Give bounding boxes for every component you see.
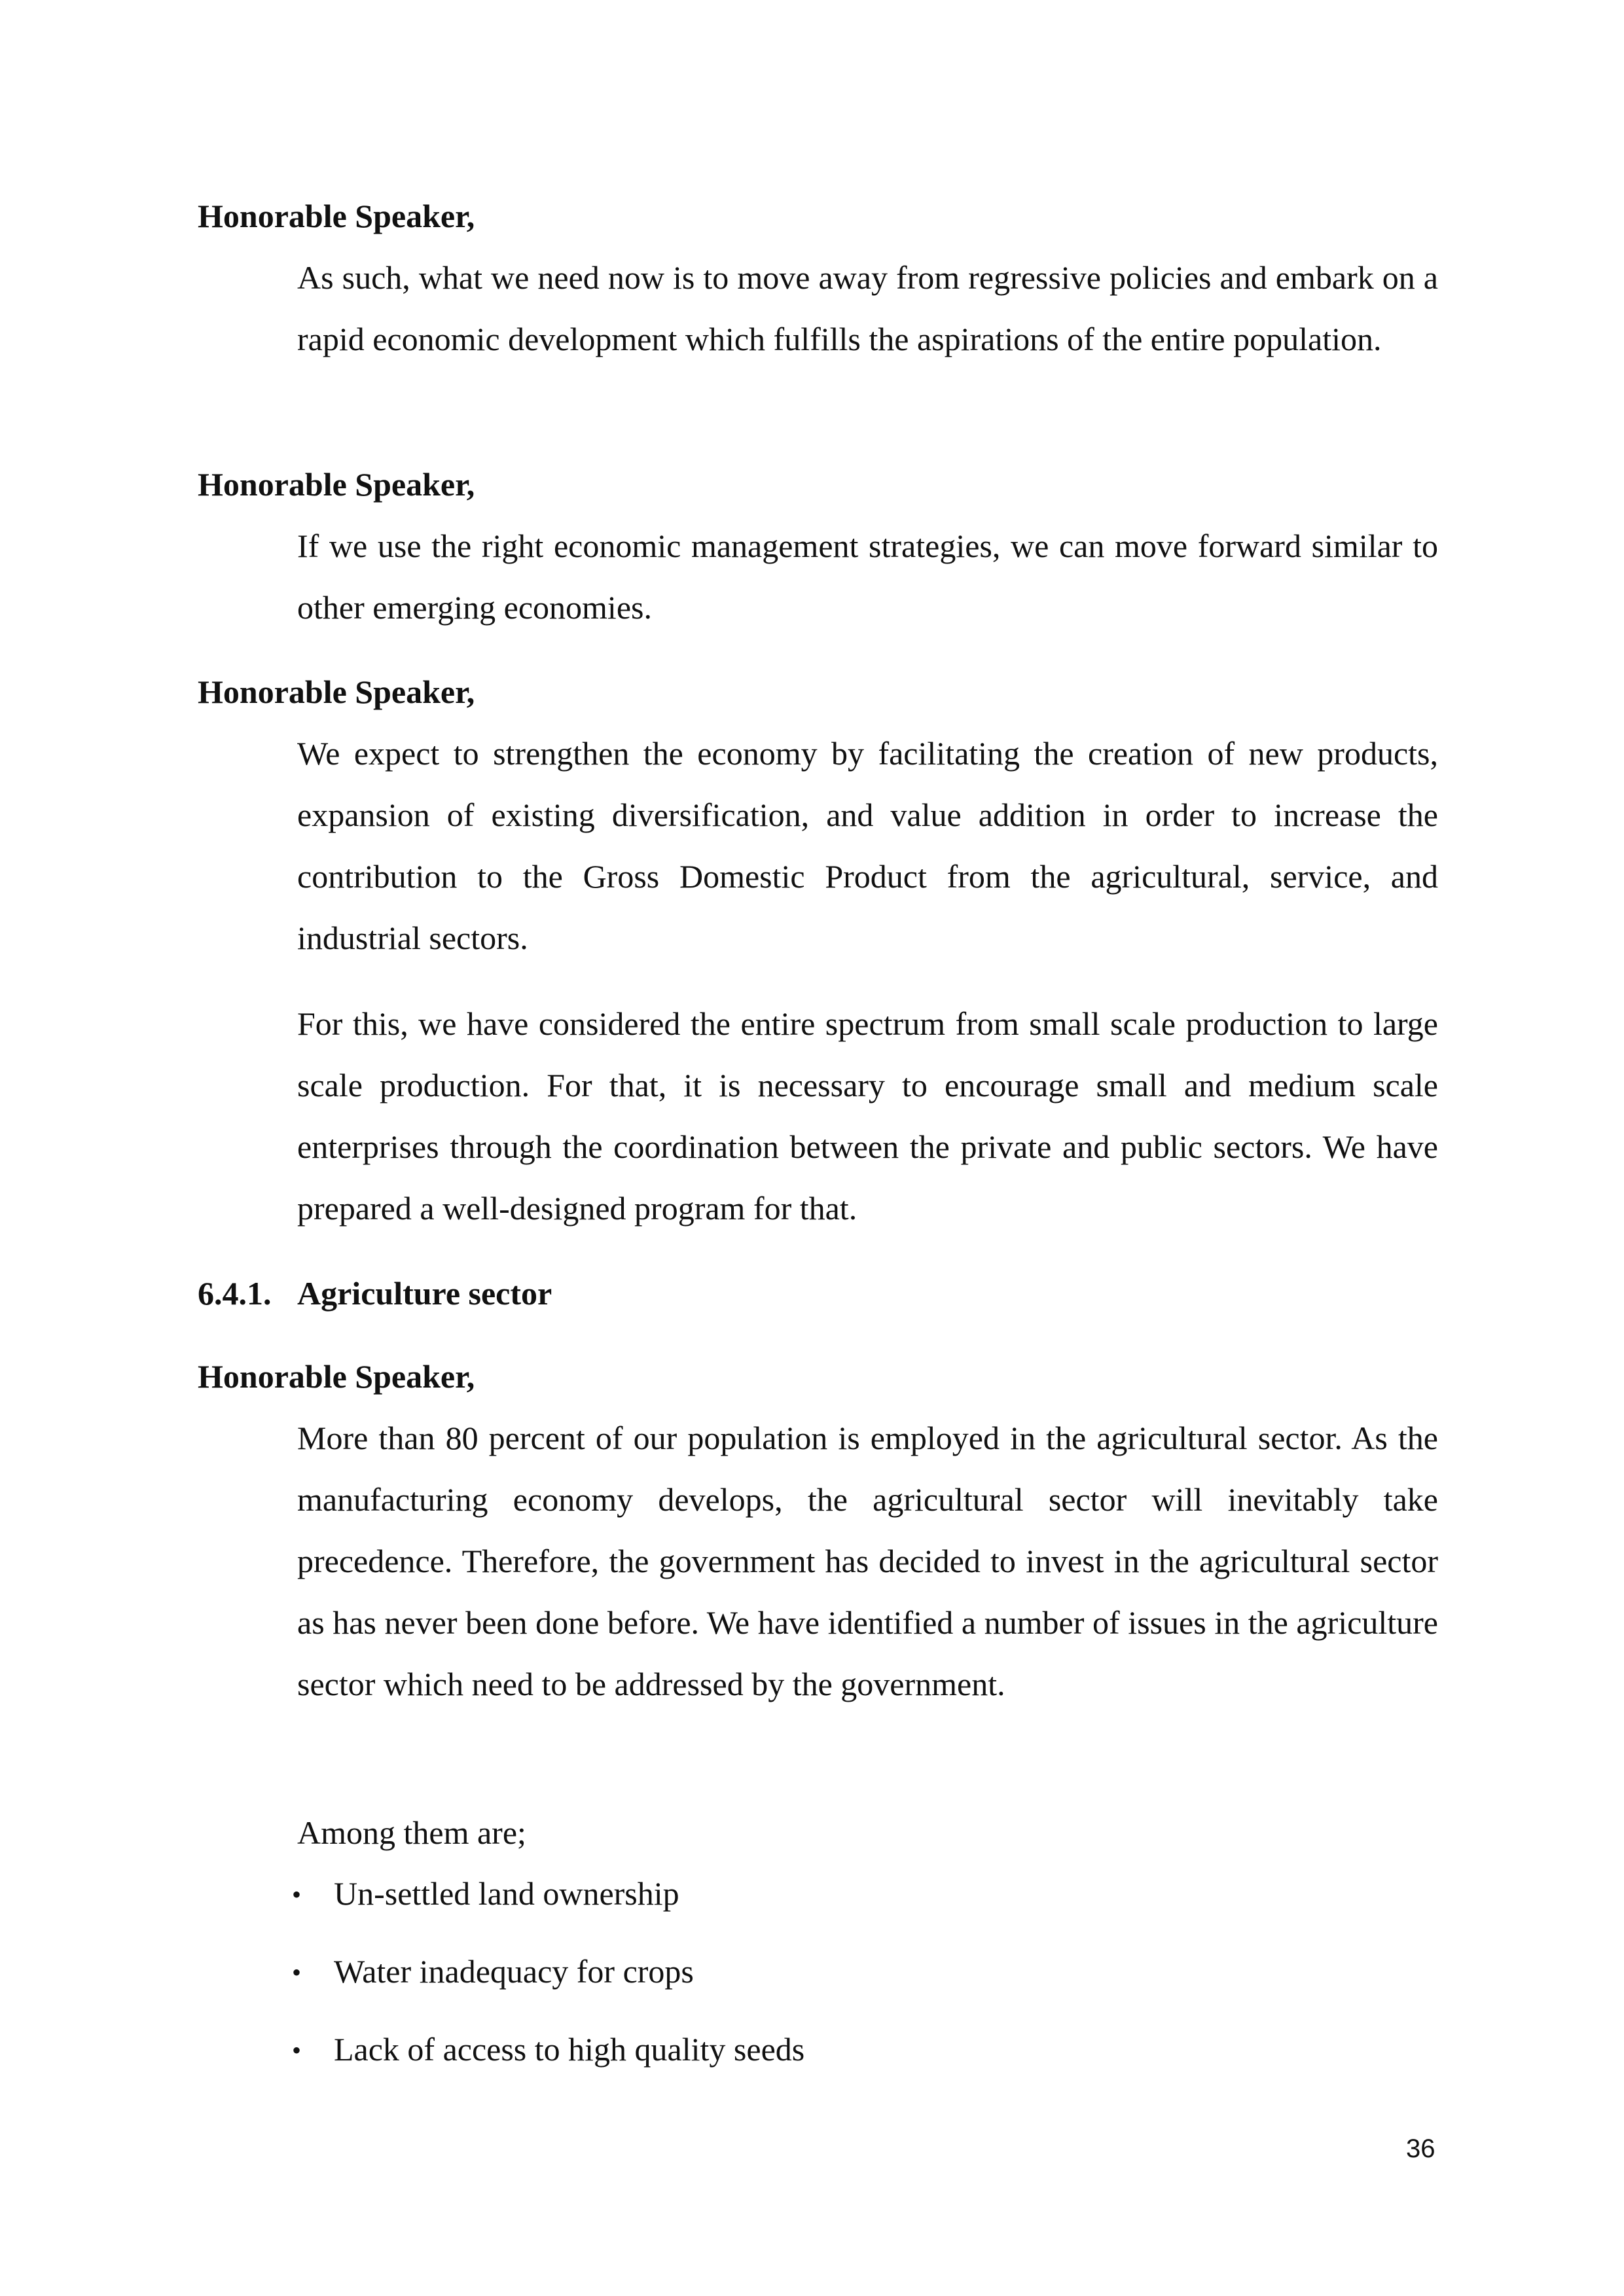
page-number: 36	[1406, 2134, 1435, 2163]
paragraph-strengthen-economy: We expect to strengthen the economy by facilitating the creation of new products, expansion of existing diversification, and value addition in order to increase the contribution to the Gross Domestic Product from the agricultural, service, and industrial sectors.	[297, 735, 1438, 956]
paragraph-economic-strategies: If we use the right economic management strategies, we can move forward similar to other emerging economies.	[297, 528, 1438, 626]
bullet-icon: •	[292, 1958, 302, 1987]
bullet-icon: •	[292, 1880, 302, 1909]
speaker-address-heading: Honorable Speaker,	[198, 198, 475, 234]
speaker-address-heading: Honorable Speaker,	[198, 673, 475, 710]
section-number: 6.4.1.	[198, 1275, 272, 1312]
speaker-address-heading: Honorable Speaker,	[198, 466, 475, 503]
paragraph-production-spectrum: For this, we have considered the entire spectrum from small scale production to large scale production. For that, it is necessary to encourage small and medium scale enterprises through the coordination between the private and public sectors. We have prepared a well-designed program for that.	[297, 1005, 1438, 1227]
document-page: Honorable Speaker, As such, what we need now is to move away from regressive policies and embark on a rapid economic development which fulfills the aspirations of the entire population. Honorable Speaker, If we use the right economic management strategies, we can move forward similar to other emerging economies. Honorable Speaker, We expect to strengthen the economy by facilitating the creation of new products, expansion of existing diversification, and value addition in order to increase the contribution to the Gross Domestic Product from the agricultural, service, and industrial sectors. For this, we have considered the entire spectrum from small scale production to large scale production. For that, it is necessary to encourage small and medium scale enterprises through the coordination between the private and public sectors. We have prepared a well-designed program for that. 6.4.1. Agriculture sector Honorable Speaker, More than 80 percent of our population is employed in the agricultural sector. As the manufacturing economy develops, the agricultural sector will inevitably take precedence. Therefore, the government has decided to invest in the agricultural sector as has never been done before. We have identified a number of issues in the agriculture sector which need to be addressed by the government. Among them are; • Un-settled land ownership • Water inadequacy for crops • Lack of access to high quality seeds 36	[0, 0, 1624, 2296]
bullet-icon: •	[292, 2036, 302, 2065]
paragraph-regressive-policies: As such, what we need now is to move away from regressive policies and embark on a rapid economic development which fulfills the aspirations of the entire population.	[297, 259, 1438, 357]
speaker-address-heading: Honorable Speaker,	[198, 1358, 475, 1395]
list-intro: Among them are;	[297, 1814, 526, 1851]
paragraph-agricultural-sector: More than 80 percent of our population is employed in the agricultural sector. As the manufacturing economy develops, the agricultural sector will inevitably take precedence. Therefore, the government has decided to invest in the agricultural sector as has never been done before. We have identified a number of issues in the agriculture sector which need to be addressed by the government.	[297, 1420, 1438, 1702]
section-title: Agriculture sector	[297, 1275, 552, 1312]
